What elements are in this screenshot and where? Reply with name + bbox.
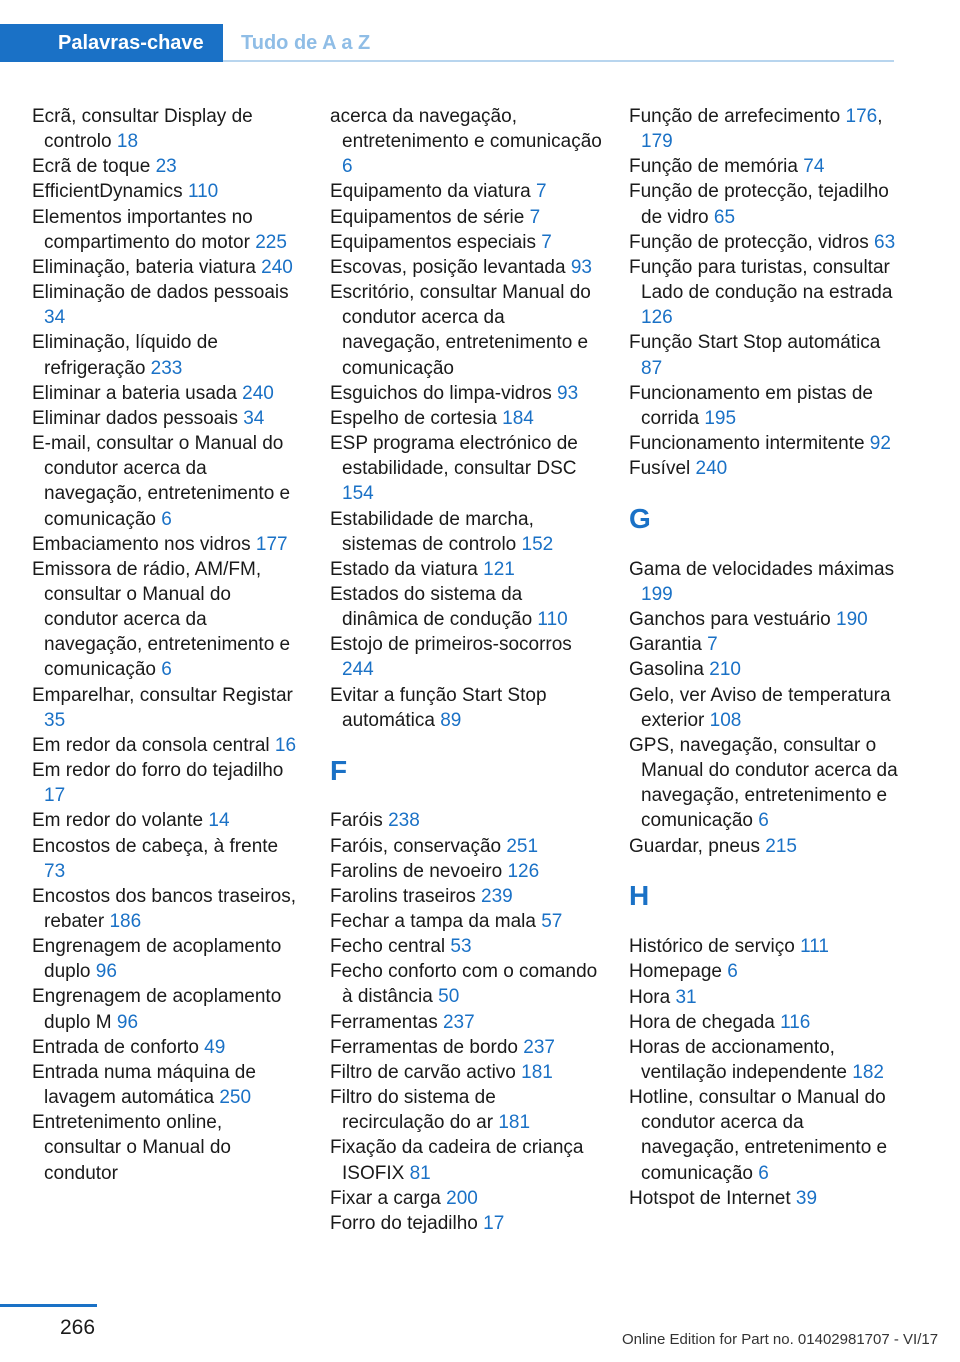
page-reference-link[interactable]: 233 xyxy=(150,357,183,379)
index-entry xyxy=(32,330,304,380)
index-entry-text: Estado da viatura xyxy=(330,558,478,580)
page-reference-link[interactable]: 215 xyxy=(765,835,797,857)
index-entry-text: Hotline, consultar o Manual do condutor acerca da navegação, entretenimento e comunicação xyxy=(629,1087,888,1184)
index-entry xyxy=(629,255,901,330)
index-entry-text: Fixar a carga xyxy=(330,1187,441,1209)
index-entry xyxy=(32,406,304,431)
index-entry-text: Em redor do volante xyxy=(32,810,204,832)
index-entry xyxy=(32,179,304,204)
index-entry xyxy=(32,683,304,733)
index-entry-text: Em redor do forro do tejadilho xyxy=(32,760,284,782)
index-entry-text: Guardar, pneus xyxy=(629,835,760,857)
page-reference-link[interactable]: 53 xyxy=(450,936,472,958)
page-reference-link[interactable]: 7 xyxy=(541,231,552,253)
page-reference-link[interactable]: 6 xyxy=(342,156,353,178)
index-entry xyxy=(330,808,602,833)
index-entry-text: Estojo de primeiros-socorros xyxy=(330,634,572,656)
index-entry-text: Ganchos para vestuário xyxy=(629,609,831,631)
index-entry xyxy=(629,657,901,682)
index-entry xyxy=(330,909,602,934)
page-reference-link[interactable]: 251 xyxy=(506,835,539,857)
page-reference-link[interactable]: 240 xyxy=(261,256,293,278)
index-entry-text: Hotspot de Internet xyxy=(629,1187,791,1209)
index-entry-text: Escovas, posição levantada xyxy=(330,256,566,278)
index-entry xyxy=(330,179,602,204)
page-reference-link[interactable]: 93 xyxy=(557,382,579,404)
index-entry-text: Equipamento da viatura xyxy=(330,181,531,203)
page-reference-link[interactable]: 31 xyxy=(675,986,697,1008)
index-entry-text: Elementos importantes no compartimento do motor xyxy=(32,206,253,253)
index-entry xyxy=(629,179,901,229)
index-entry xyxy=(32,808,304,833)
index-entry-text: Faróis, conservação xyxy=(330,835,502,857)
index-entry-text: Entretenimento online, consultar o Manual do condutor xyxy=(32,1112,231,1184)
page-reference-link[interactable]: 74 xyxy=(803,156,825,178)
index-entry-text: Função de protecção, vidros xyxy=(629,231,869,253)
page-reference-link[interactable]: 89 xyxy=(440,709,462,731)
page-reference-link[interactable]: 111 xyxy=(800,936,829,958)
tab-palavras-chave[interactable]: Palavras-chave xyxy=(0,24,223,62)
tab-underline xyxy=(223,60,894,62)
index-entry-text: Ecrã, consultar Display de controlo xyxy=(32,106,253,153)
index-entry-text: Ferramentas xyxy=(330,1011,438,1033)
index-entry-text: Ecrã de toque xyxy=(32,156,151,178)
index-column-3 xyxy=(629,104,901,1211)
index-entry-text: Fechar a tampa da mala xyxy=(330,911,536,933)
index-entry-text: Esguichos do limpa-vidros xyxy=(330,382,552,404)
index-entry xyxy=(330,280,602,381)
index-entry-text: Forro do tejadilho xyxy=(330,1212,478,1234)
page-reference-link[interactable]: 181 xyxy=(521,1061,553,1083)
index-entry xyxy=(32,104,304,154)
index-entry xyxy=(629,456,901,481)
index-entry xyxy=(330,1010,602,1035)
index-entry-text: Horas de accionamento, ventilação independente xyxy=(629,1036,848,1083)
page-reference-link[interactable]: 244 xyxy=(342,659,374,681)
page-reference-link[interactable]: 96 xyxy=(116,1011,139,1033)
index-entry-text: Filtro de carvão activo xyxy=(330,1061,516,1083)
index-entry-text: Fusível xyxy=(629,458,691,480)
page-reference-link[interactable]: 14 xyxy=(208,810,230,832)
index-entry xyxy=(330,683,602,733)
page-reference-link[interactable]: 50 xyxy=(438,986,460,1008)
index-entry xyxy=(330,582,602,632)
index-entry xyxy=(629,154,901,179)
index-entry-text: Eliminar dados pessoais xyxy=(32,407,238,429)
index-entry xyxy=(32,1035,304,1060)
index-entry xyxy=(629,834,901,859)
page-reference-link[interactable]: 81 xyxy=(409,1162,431,1184)
index-entry-text: Equipamentos especiais xyxy=(330,231,536,253)
index-entry xyxy=(629,557,901,607)
page-reference-link[interactable]: 126 xyxy=(507,860,540,882)
page-reference-link[interactable]: 179 xyxy=(641,131,673,153)
index-entry-text: Farolins de nevoeiro xyxy=(330,860,503,882)
page-reference-link[interactable]: 240 xyxy=(695,458,728,480)
page-reference-link[interactable]: 34 xyxy=(243,407,265,429)
index-entry xyxy=(629,733,901,834)
page-reference-link[interactable]: 152 xyxy=(521,533,554,555)
index-entry xyxy=(330,934,602,959)
index-entry-text: Filtro do sistema de recirculação do ar xyxy=(330,1087,496,1134)
page-reference-link[interactable]: 6 xyxy=(161,508,172,530)
index-entry xyxy=(330,884,602,909)
index-entry-text: Fecho conforto com o comando à distância xyxy=(330,961,598,1008)
edition-footer: Online Edition for Part no. 01402981707 - VI/17 xyxy=(622,1331,939,1348)
index-entry xyxy=(330,104,602,179)
index-entry xyxy=(32,1110,304,1185)
index-entry-text: Gama de velocidades máximas xyxy=(629,558,895,580)
index-entry xyxy=(629,1085,901,1186)
index-entry xyxy=(629,330,901,380)
index-entry-text: Ferramentas de bordo xyxy=(330,1036,518,1058)
page-reference-link[interactable]: 7 xyxy=(535,181,547,203)
index-entry xyxy=(32,934,304,984)
index-column-1 xyxy=(32,104,304,1186)
index-entry-text: Entrada numa máquina de lavagem automática xyxy=(32,1061,256,1109)
index-entry-text: Estados do sistema da dinâmica de condução xyxy=(330,583,533,631)
index-entry xyxy=(32,834,304,884)
page-reference-link[interactable]: 34 xyxy=(44,307,66,329)
index-entry xyxy=(32,758,304,808)
page-reference-link[interactable]: 93 xyxy=(570,256,592,278)
index-entry xyxy=(629,230,901,255)
index-entry-text: Hora de chegada xyxy=(629,1011,775,1033)
index-entry-text: Gelo, ver Aviso de temperatura exterior xyxy=(629,684,891,731)
index-entry xyxy=(330,230,602,255)
page-reference-link[interactable]: 237 xyxy=(442,1011,475,1033)
index-entry xyxy=(629,632,901,657)
page-reference-link[interactable]: 49 xyxy=(204,1036,226,1058)
index-entry-text: Faróis xyxy=(330,810,383,832)
header-tab-bar xyxy=(0,24,894,62)
index-entry-text: Eliminar a bateria usada xyxy=(32,382,237,404)
index-entry xyxy=(32,154,304,179)
page-number-rule xyxy=(0,1304,97,1307)
page-reference-link[interactable]: 6 xyxy=(727,961,738,983)
index-entry xyxy=(330,431,602,506)
index-entry xyxy=(32,431,304,532)
index-entry-text: Funcionamento intermitente xyxy=(629,433,865,455)
page-reference-link[interactable]: 250 xyxy=(219,1087,252,1109)
page-reference-link[interactable]: 18 xyxy=(116,131,139,153)
index-entry-text: Fecho central xyxy=(330,936,446,958)
index-entry-text: Função Start Stop automática xyxy=(629,332,881,354)
page-reference-link[interactable]: 108 xyxy=(709,709,742,731)
index-entry-text: Eliminação de dados pessoais xyxy=(32,282,289,304)
index-entry xyxy=(629,1186,901,1211)
index-entry xyxy=(629,381,901,431)
page-reference-link[interactable]: 177 xyxy=(255,533,288,555)
page-reference-link[interactable]: 23 xyxy=(155,156,177,178)
index-entry-text: Emissora de rádio, AM/FM, consultar o Manual do condutor acerca da navegação, entretenimento e comunicação xyxy=(32,558,291,681)
index-entry xyxy=(32,532,304,557)
index-entry xyxy=(629,607,901,632)
page-reference-link[interactable]: 6 xyxy=(758,810,769,832)
index-entry-text: Histórico de serviço xyxy=(629,936,795,958)
index-entry-text: Estabilidade de marcha, sistemas de controlo xyxy=(330,508,534,555)
page-reference-link[interactable]: 181 xyxy=(498,1112,531,1134)
index-entry xyxy=(330,834,602,859)
index-entry-text: Farolins traseiros xyxy=(330,885,476,907)
page-reference-link[interactable]: 110 xyxy=(187,181,219,203)
index-entry xyxy=(629,1035,901,1085)
index-entry xyxy=(629,683,901,733)
index-entry-text: Função de protecção, tejadilho de vidro xyxy=(629,181,889,228)
index-entry-text: E-mail, consultar o Manual do condutor acerca da navegação, entretenimento e comunicação xyxy=(32,433,291,530)
page-reference-link[interactable]: 65 xyxy=(713,206,736,228)
page-reference-link[interactable]: 186 xyxy=(109,911,142,932)
index-entry-text: GPS, navegação, consultar o Manual do condutor acerca da navegação, entretenimento e comunicação xyxy=(629,734,898,832)
page-reference-link[interactable]: 35 xyxy=(44,709,66,731)
index-entry-text: Entrada de conforto xyxy=(32,1036,199,1058)
page-reference-link[interactable]: 210 xyxy=(709,659,741,681)
index-entry-text: Funcionamento em pistas de corrida xyxy=(629,382,873,429)
page-reference-link[interactable]: 17 xyxy=(483,1212,505,1234)
index-entry xyxy=(330,255,602,280)
index-entry-text: Função de memória xyxy=(629,156,798,178)
page-reference-link[interactable]: 182 xyxy=(852,1061,884,1083)
page-reference-link[interactable]: 126 xyxy=(641,307,673,329)
index-column-2 xyxy=(330,104,602,1236)
index-entry xyxy=(32,255,304,280)
index-entry xyxy=(629,1010,901,1035)
index-entry xyxy=(629,934,901,959)
index-entry: Função de arrefecimento 176, 179 xyxy=(629,106,883,153)
index-entry-text: Engrenagem de acoplamento duplo M xyxy=(32,986,282,1033)
page-reference-link[interactable]: 7 xyxy=(707,634,718,656)
page-reference-link[interactable]: 16 xyxy=(274,734,297,756)
index-entry-text: Equipamentos de série xyxy=(330,206,525,228)
page-reference-link[interactable]: 121 xyxy=(483,558,515,580)
page-reference-link[interactable]: 17 xyxy=(44,785,66,807)
index-entry xyxy=(629,959,901,984)
index-entry xyxy=(330,1211,602,1236)
index-entry xyxy=(330,557,602,582)
index-entry xyxy=(32,733,304,758)
index-entry xyxy=(330,1135,602,1185)
page-reference-link[interactable]: 39 xyxy=(795,1187,818,1209)
page-reference-link[interactable]: 6 xyxy=(161,659,172,681)
index-entry-text: acerca da navegação, entretenimento e comunicação xyxy=(330,106,602,153)
page-reference-link[interactable]: 195 xyxy=(704,407,737,429)
page-reference-link[interactable]: 200 xyxy=(446,1187,478,1209)
page-reference-link[interactable]: 190 xyxy=(836,609,868,631)
index-entry xyxy=(330,507,602,557)
index-entry-text: Fixação da cadeira de criança ISOFIX xyxy=(330,1137,584,1184)
index-entry xyxy=(330,959,602,1009)
index-entry-text: EfficientDynamics xyxy=(32,181,183,203)
index-entry-text: Embaciamento nos vidros xyxy=(32,533,251,555)
index-entry-text: Função para turistas, consultar Lado de condução na estrada xyxy=(629,256,893,304)
page-reference-link[interactable]: 237 xyxy=(523,1036,555,1058)
index-entry-text: Eliminação, bateria viatura xyxy=(32,256,256,278)
index-entry xyxy=(330,1085,602,1135)
page-reference-link[interactable]: 7 xyxy=(529,206,541,228)
index-entry-text: Emparelhar, consultar Registar xyxy=(32,684,293,706)
index-entry xyxy=(32,1060,304,1110)
index-entry xyxy=(32,984,304,1034)
page-reference-link[interactable]: 199 xyxy=(641,583,673,605)
index-entry-text: Engrenagem de acoplamento duplo xyxy=(32,936,282,983)
index-entry-text: Encostos dos bancos traseiros, rebater xyxy=(32,885,297,932)
index-entry xyxy=(629,985,901,1010)
index-entry-text: Em redor da consola central xyxy=(32,734,270,756)
index-entry xyxy=(330,1035,602,1060)
index-entry-text: Gasolina xyxy=(629,659,704,681)
page-reference-link[interactable]: 63 xyxy=(874,231,896,253)
index-entry-text: Homepage xyxy=(629,961,722,983)
page-reference-link[interactable]: 184 xyxy=(502,407,534,429)
index-entry-text: Hora xyxy=(629,986,671,1008)
index-entry-text: ESP programa electrónico de estabilidade, consultar DSC xyxy=(330,433,578,480)
page-reference-link[interactable]: 116 xyxy=(780,1011,811,1033)
index-entry-text: Função de arrefecimento xyxy=(629,106,841,127)
index-entry-text: Escritório, consultar Manual do condutor acerca da navegação, entretenimento e comunicação xyxy=(330,282,591,379)
index-entry-text: Espelho de cortesia xyxy=(330,407,497,429)
index-entry xyxy=(330,1186,602,1211)
section-letter-g: G xyxy=(629,502,651,534)
index-entry xyxy=(330,632,602,682)
page-reference-link[interactable]: 238 xyxy=(388,810,420,832)
page-reference-link[interactable]: 96 xyxy=(95,961,117,983)
index-entry-text: Encostos de cabeça, à frente xyxy=(32,835,279,857)
index-entry-text: Eliminação, líquido de refrigeração xyxy=(32,332,218,379)
index-entry xyxy=(32,884,304,934)
index-entry-text: Garantia xyxy=(629,634,702,656)
page-reference-link[interactable]: 73 xyxy=(44,860,66,882)
index-entry-text: Evitar a função Start Stop automática xyxy=(330,684,547,731)
index-entry xyxy=(330,859,602,884)
index-entry xyxy=(629,431,901,456)
page-number: 266 xyxy=(60,1316,96,1339)
index-entry xyxy=(330,205,602,230)
page-reference-link[interactable]: 239 xyxy=(481,885,513,907)
page-reference-link[interactable]: 154 xyxy=(342,483,374,505)
page-reference-link[interactable]: 110 xyxy=(537,609,568,631)
page-reference-link[interactable]: 225 xyxy=(255,231,287,253)
page-reference-link[interactable]: 87 xyxy=(641,357,663,379)
page-reference-link[interactable]: 6 xyxy=(758,1162,769,1184)
index-entry xyxy=(330,1060,602,1085)
page-reference-link[interactable]: 57 xyxy=(541,911,563,933)
page-reference-link[interactable]: 92 xyxy=(869,433,891,455)
index-entry xyxy=(330,381,602,406)
index-entry xyxy=(330,406,602,431)
section-letter-h: H xyxy=(629,880,650,912)
index-entry xyxy=(32,557,304,683)
tab-tudo-de-a-a-z[interactable]: Tudo de A a Z xyxy=(241,32,371,54)
page-reference-link[interactable]: 240 xyxy=(242,382,274,404)
page-reference-link[interactable]: 176 xyxy=(845,106,878,127)
index-entry xyxy=(32,205,304,255)
index-entry xyxy=(32,280,304,330)
section-letter-f: F xyxy=(330,754,348,786)
index-entry xyxy=(32,381,304,406)
